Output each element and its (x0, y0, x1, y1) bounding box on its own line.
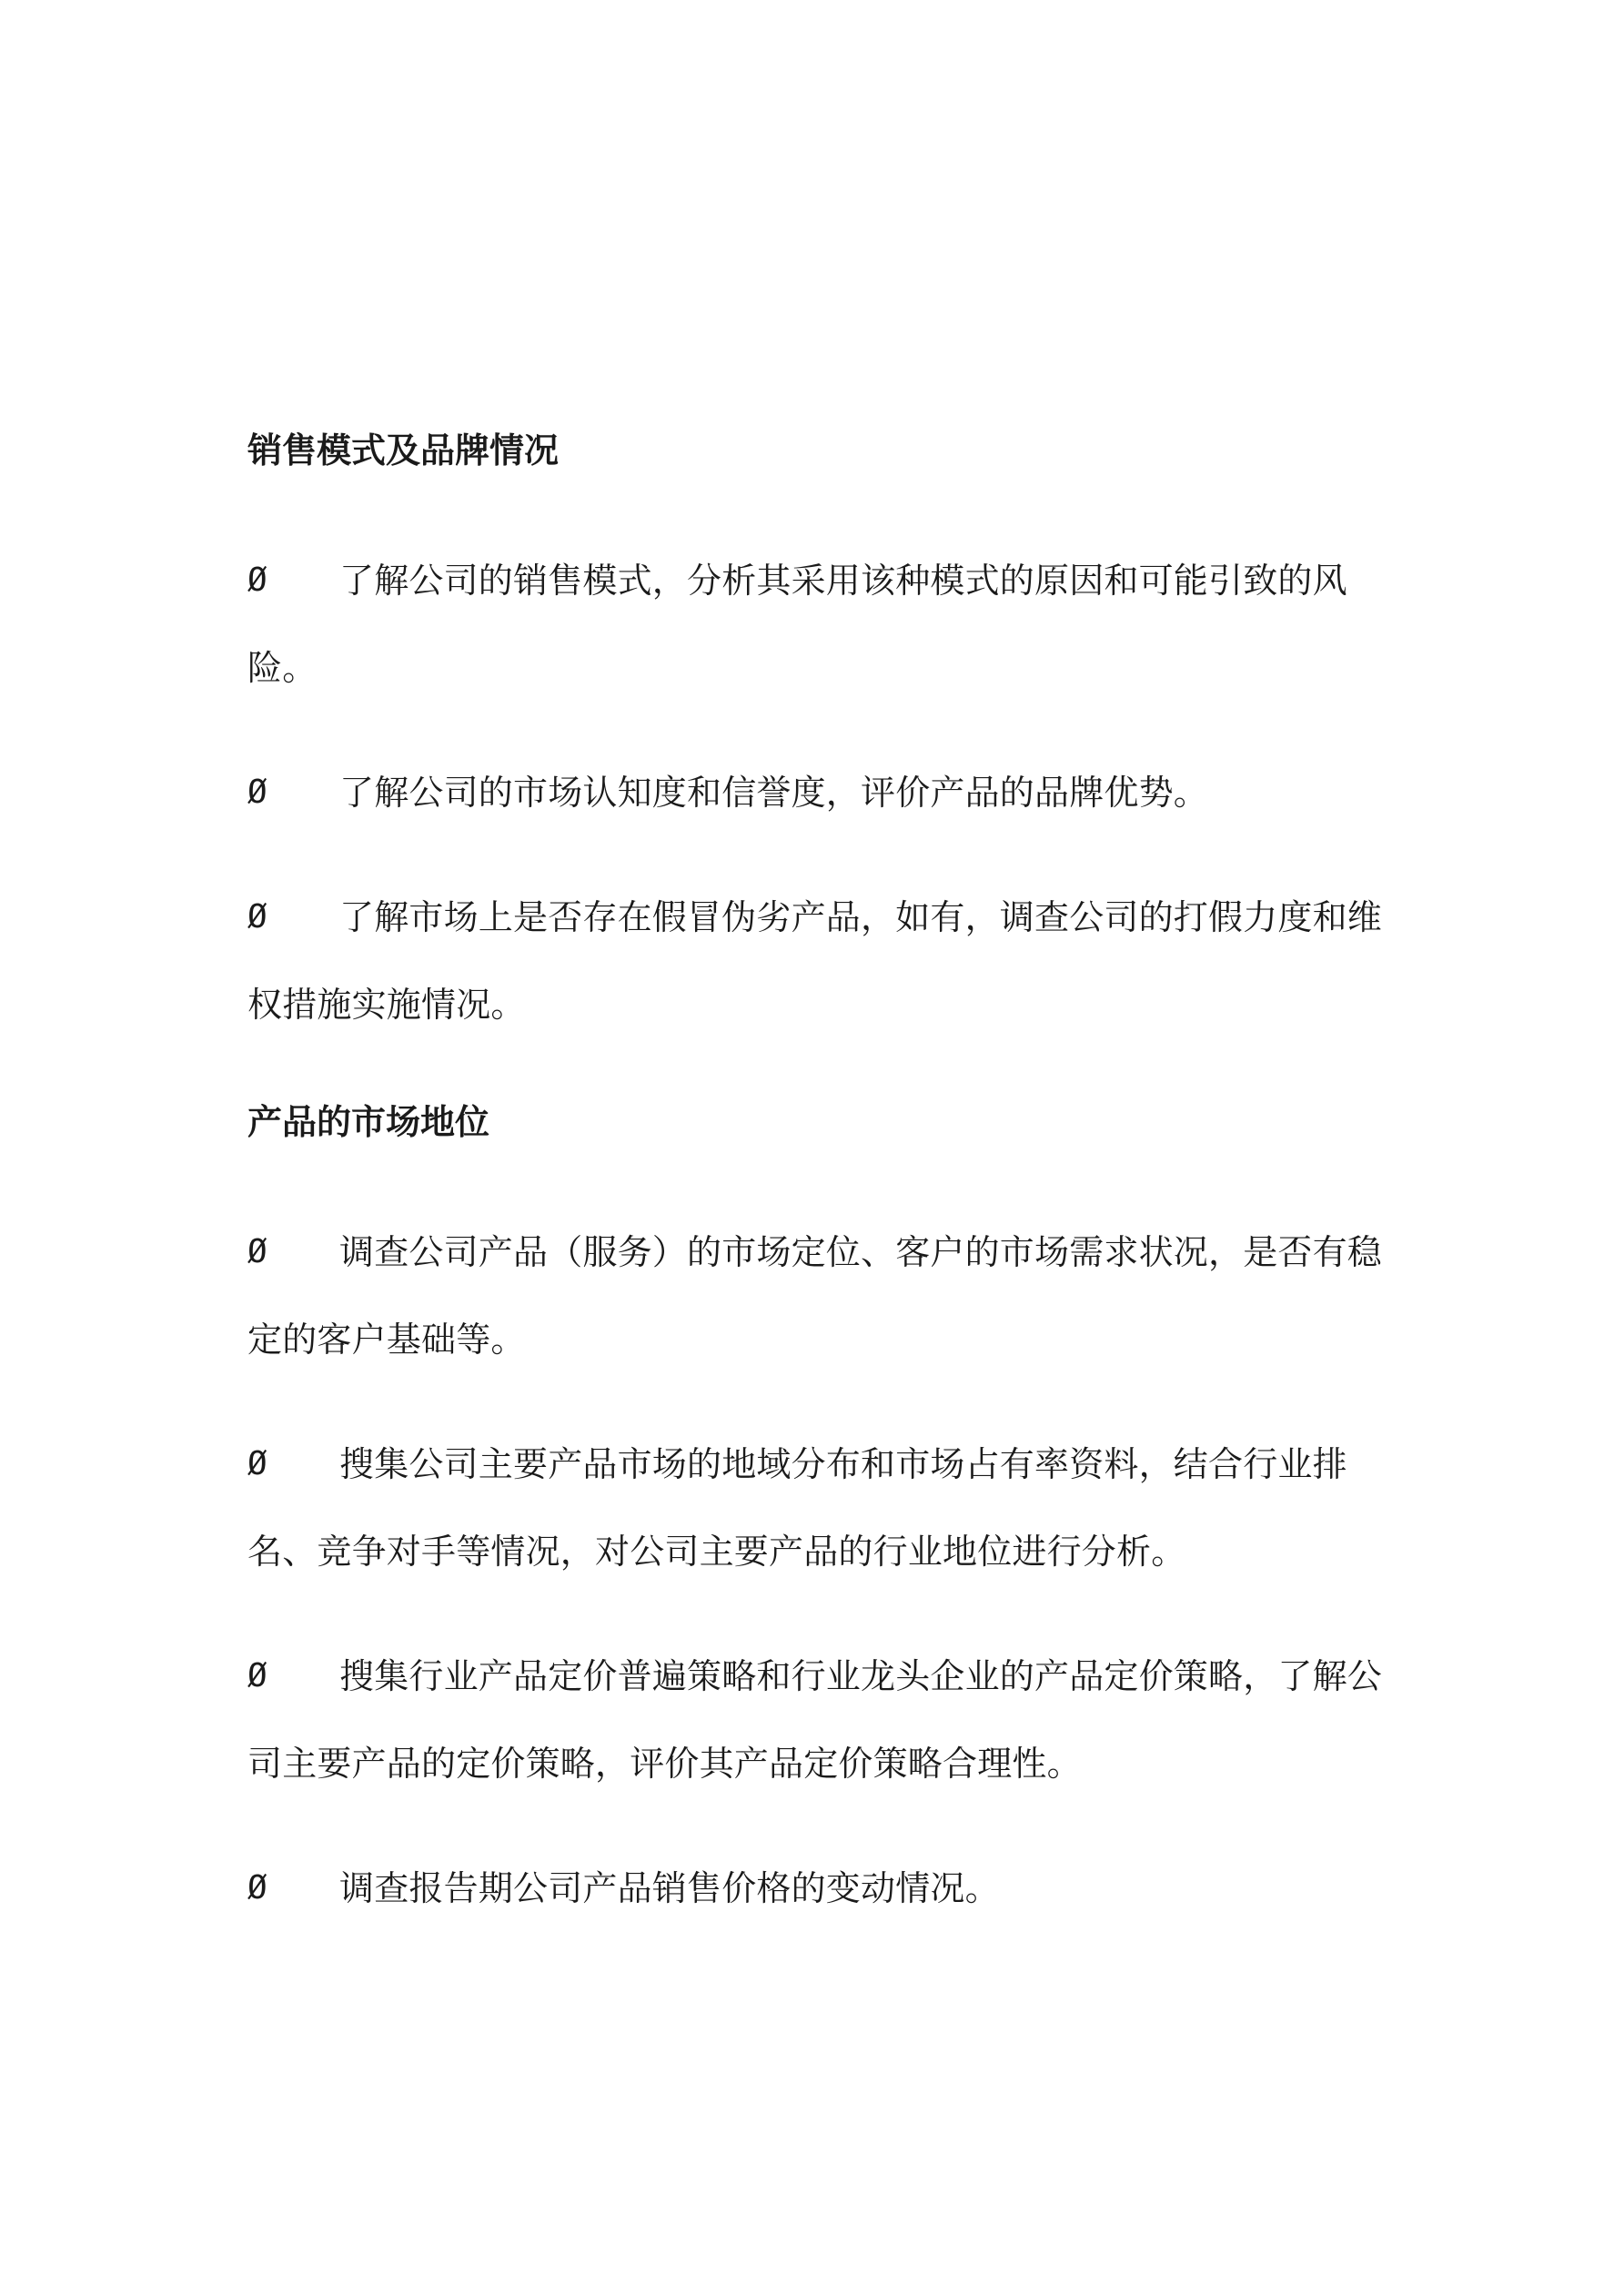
bullet-item (247, 1421, 1383, 1595)
bullet-icon: Ø (247, 561, 267, 599)
bullet-icon: Ø (247, 774, 267, 811)
bullet-text: 了解公司的销售模式，分析其采用该种模式的原因和可能引致的风险。 (247, 561, 1347, 688)
bullet-icon: Ø (247, 1445, 267, 1482)
bullet-text: 调查公司产品（服务）的市场定位、客户的市场需求状况，是否有稳定的客户基础等。 (247, 1232, 1383, 1360)
bullet-text: 搜集公司主要产品市场的地域分布和市场占有率资料，结合行业排名、竞争对手等情况，对公司主要产品的行业地位进行分析。 (247, 1444, 1347, 1572)
document-body (247, 414, 1383, 1969)
section-heading-sales-model: 销售模式及品牌情况 (247, 430, 560, 470)
bullet-text: 调查报告期公司产品销售价格的变动情况。 (339, 1868, 1000, 1908)
bullet-item (247, 537, 1383, 712)
bullet-icon: Ø (247, 1657, 267, 1694)
bullet-item (247, 1633, 1383, 1807)
bullet-text: 了解公司的市场认知度和信誉度，评价产品的品牌优势。 (339, 773, 1209, 813)
bullet-item (247, 749, 1383, 836)
bullet-text: 了解市场上是否存在假冒伪劣产品，如有，调查公司的打假力度和维权措施实施情况。 (247, 897, 1383, 1025)
bullet-icon: Ø (247, 898, 267, 936)
bullet-icon: Ø (247, 1869, 267, 1907)
bullet-item (247, 1209, 1383, 1383)
section-heading-market-position: 产品的市场地位 (247, 1101, 490, 1142)
bullet-icon: Ø (247, 1233, 267, 1270)
bullet-item (247, 1845, 1383, 1932)
bullet-item (247, 874, 1383, 1048)
bullet-text: 搜集行业产品定价普遍策略和行业龙头企业的产品定价策略，了解公司主要产品的定价策略，评价其产品定价策略合理性。 (247, 1656, 1383, 1784)
